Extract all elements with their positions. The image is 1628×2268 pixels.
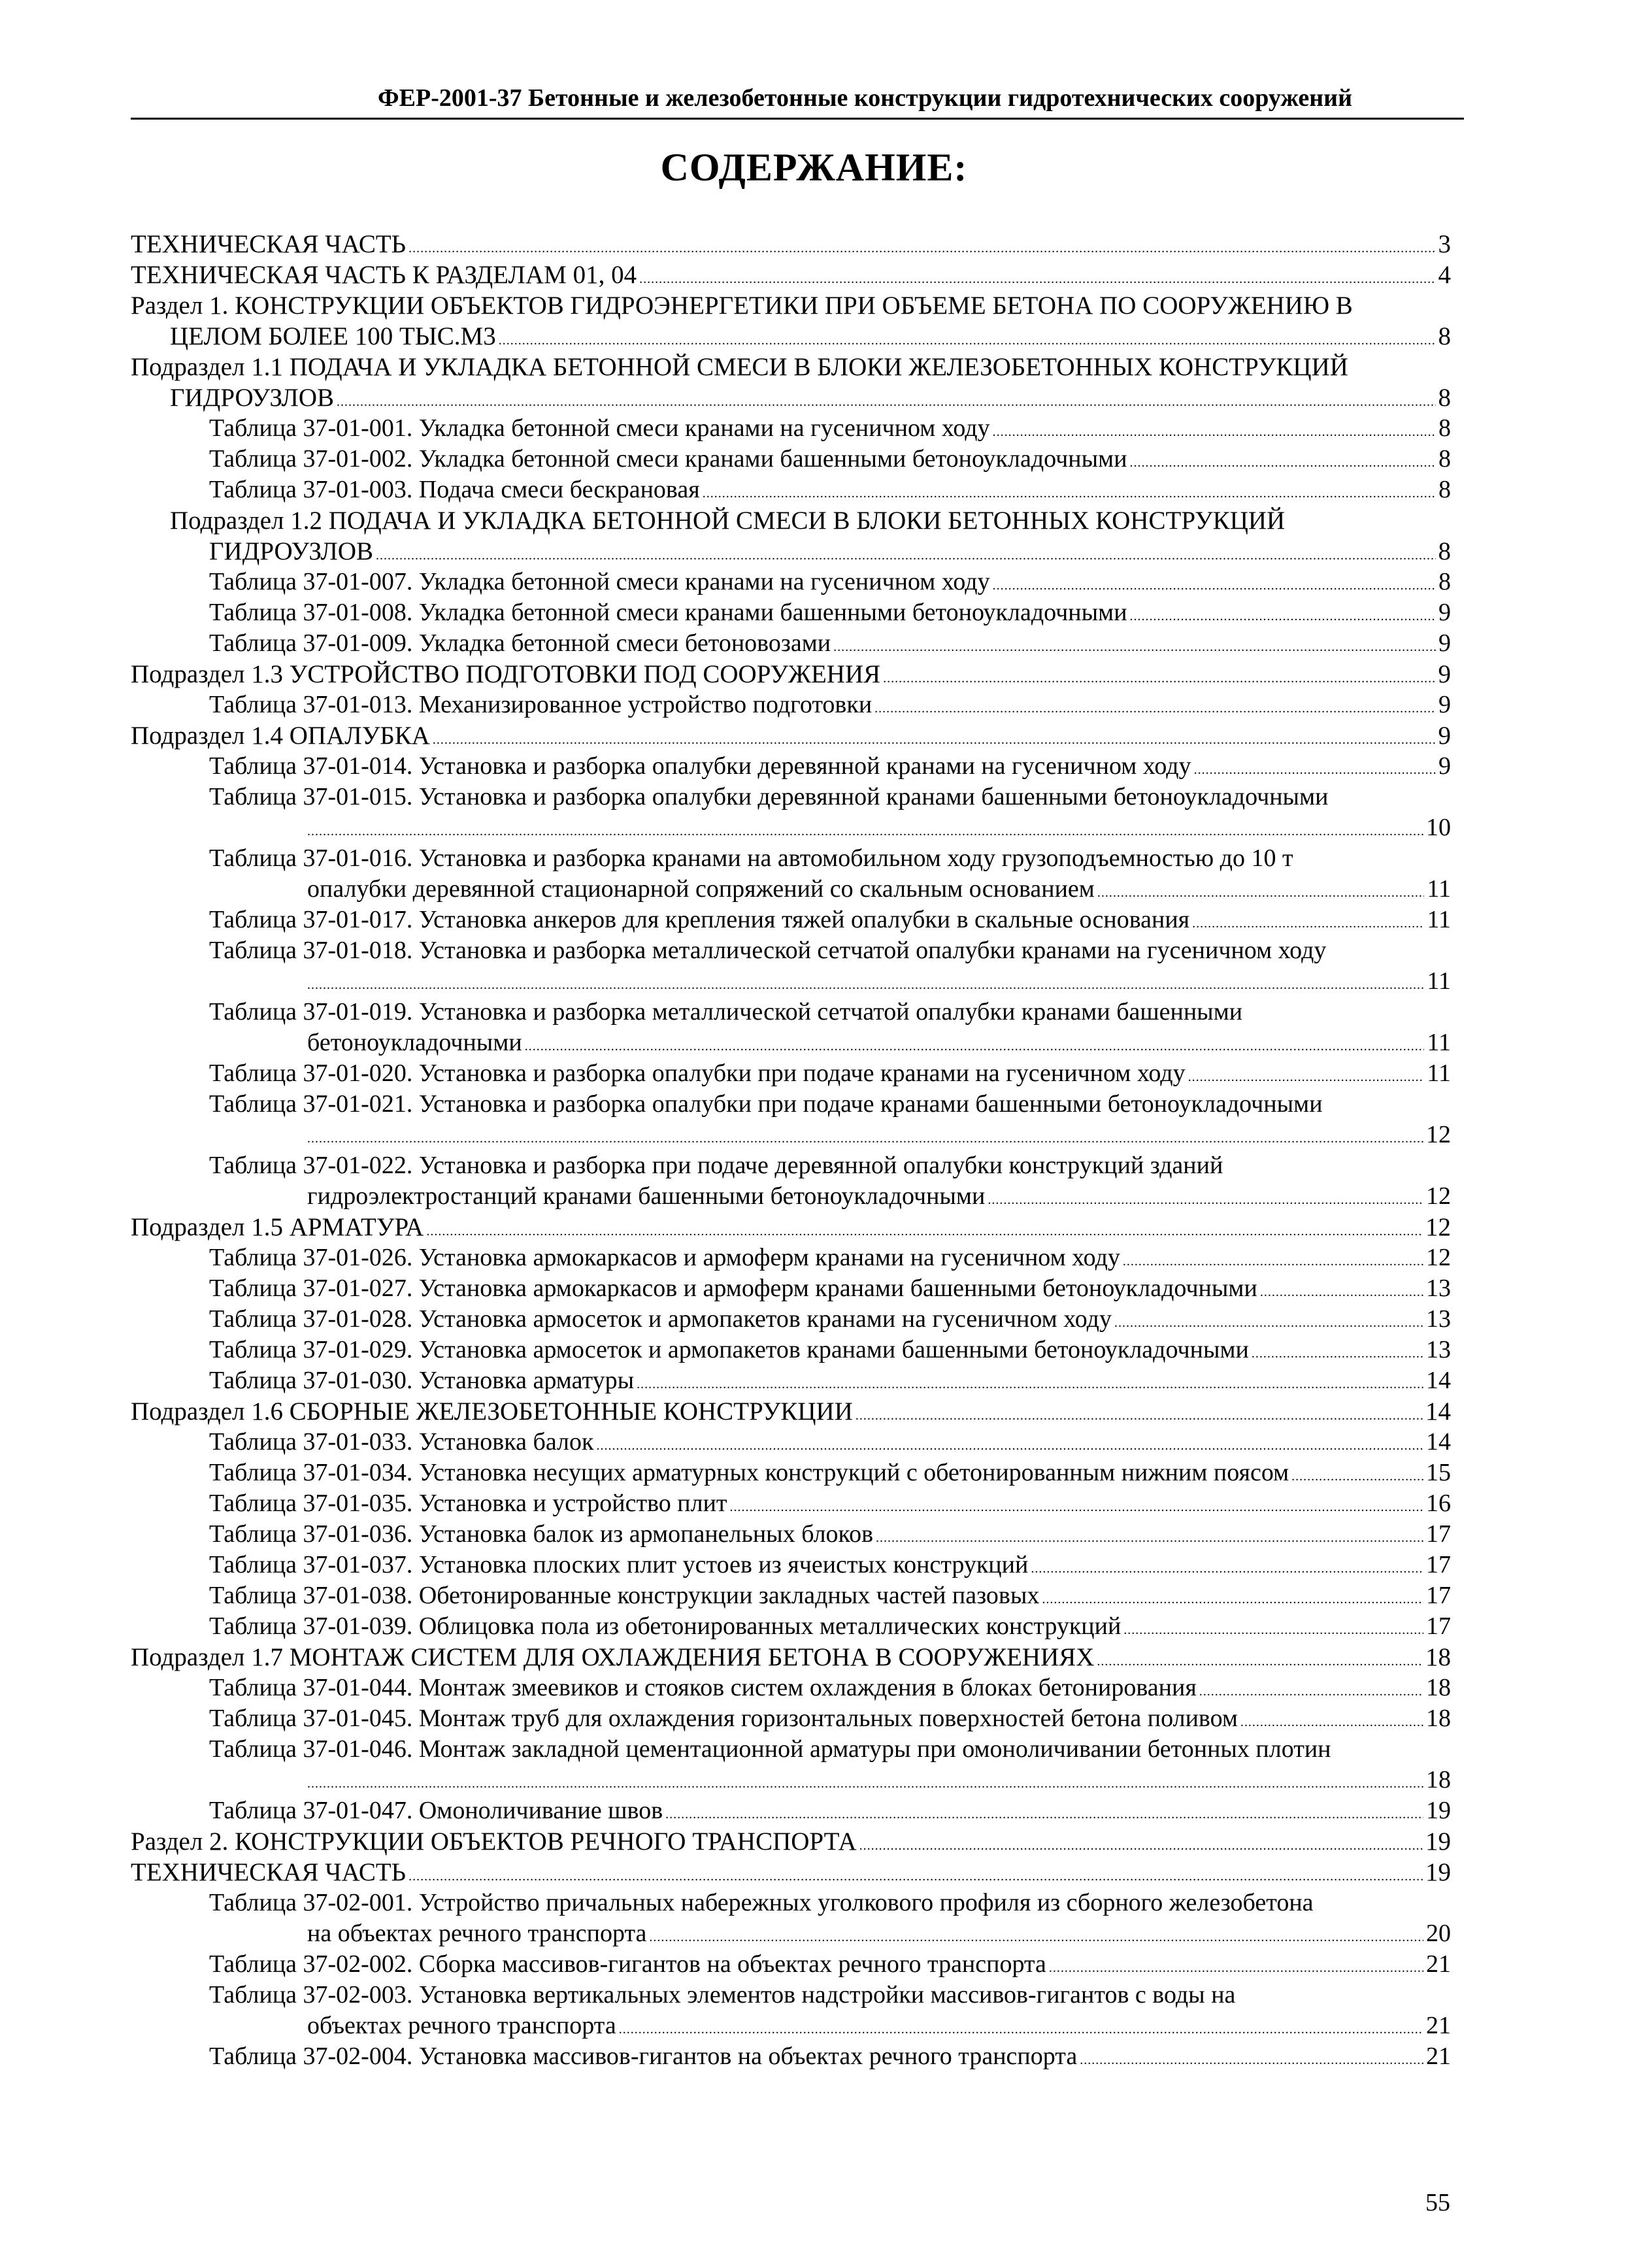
toc-entry[interactable] [131, 1212, 1451, 1242]
toc-entry-page: 13 [1426, 1305, 1451, 1333]
toc-entry[interactable] [131, 782, 1451, 812]
dot-leader [649, 1922, 1423, 1953]
toc-entry-title: Подраздел 1.1 ПОДАЧА И УКЛАДКА БЕТОННОЙ СМЕСИ В БЛОКИ ЖЕЛЕЗОБЕТОННЫХ КОНСТРУКЦИЙ [131, 353, 1348, 381]
toc-entry-page: 8 [1438, 322, 1451, 350]
toc-entry-page: 4 [1438, 261, 1451, 289]
dot-leader [1130, 448, 1436, 478]
toc-entry[interactable] [131, 352, 1451, 382]
toc-entry-page: 13 [1426, 1275, 1451, 1302]
toc-entry[interactable] [131, 1980, 1451, 2010]
toc-entry-title: Подраздел 1.7 МОНТАЖ СИСТЕМ ДЛЯ ОХЛАЖДЕНИЯ БЕТОНА В СООРУЖЕНИЯХ [131, 1643, 1095, 1671]
toc-entry-page: 12 [1425, 1213, 1451, 1241]
toc-entry-title: опалубки деревянной стационарной сопряжений со скальным основанием [307, 875, 1095, 903]
toc-entry-title: гидроэлектростанций кранами башенными бетоноукладочными [307, 1182, 986, 1210]
page-title: СОДЕРЖАНИЕ: [660, 146, 968, 189]
dot-leader [1194, 755, 1436, 786]
toc-entry[interactable] [131, 935, 1451, 966]
toc-entry-title: Таблица 37-01-027. Установка армокаркасов и армоферм кранами башенными бетоноукладочными [209, 1275, 1257, 1302]
toc-entry[interactable] [131, 659, 1451, 690]
dot-leader [637, 1369, 1423, 1400]
page-number: 55 [1425, 2189, 1450, 2216]
toc-entry[interactable] [131, 812, 1451, 843]
toc-entry-title: Таблица 37-02-002. Сборка массивов-гигантов на объектах речного транспорта [209, 1950, 1046, 1978]
toc-entry-title: Таблица 37-01-038. Обетонированные конструкции закладных частей пазовых [209, 1582, 1040, 1609]
toc-entry[interactable] [131, 444, 1451, 475]
toc-entry-title: ГИДРОУЗЛОВ [209, 537, 374, 565]
toc-entry-title: Таблица 37-01-039. Облицовка пола из обетонированных металлических конструкций [209, 1612, 1121, 1640]
toc-entry-page: 10 [1426, 814, 1451, 841]
toc-entry[interactable] [131, 1365, 1451, 1396]
toc-entry-page: 15 [1426, 1459, 1451, 1486]
toc-entry[interactable] [131, 1642, 1451, 1673]
toc-entry-title: Таблица 37-01-002. Укладка бетонной смеси кранами башенными бетоноукладочными [209, 445, 1127, 473]
dot-leader [619, 2014, 1423, 2045]
dot-leader [993, 417, 1436, 448]
toc-entry[interactable] [131, 1027, 1451, 1058]
toc-entry-title: Подраздел 1.6 СБОРНЫЕ ЖЕЛЕЗОБЕТОННЫЕ КОНСТРУКЦИИ [131, 1397, 853, 1426]
toc-entry-title: Таблица 37-01-017. Установка анкеров для крепления тяжей опалубки в скальные основания [209, 906, 1190, 933]
toc-entry-title: Таблица 37-01-037. Установка плоских плит устоев из ячеистых конструкций [209, 1551, 1029, 1578]
toc-entry[interactable] [131, 259, 1451, 290]
toc-entry[interactable] [131, 1734, 1451, 1765]
toc-entry-title: Таблица 37-01-015. Установка и разборка опалубки деревянной кранами башенными бетоноукладочными [209, 783, 1329, 810]
toc-entry-page: 9 [1438, 599, 1451, 626]
dot-leader [1252, 1339, 1423, 1369]
toc-entry-page: 21 [1426, 2043, 1451, 2070]
dot-leader [665, 1799, 1423, 1830]
toc-entry[interactable] [131, 475, 1451, 505]
toc-entry-title: Таблица 37-01-030. Установка арматуры [209, 1367, 635, 1394]
toc-entry[interactable] [131, 1949, 1451, 1980]
toc-entry-title: Раздел 1. КОНСТРУКЦИИ ОБЪЕКТОВ ГИДРОЭНЕРГЕТИКИ ПРИ ОБЪЕМЕ БЕТОНА ПО СООРУЖЕНИЮ В [131, 292, 1353, 320]
toc-entry[interactable] [131, 690, 1451, 720]
toc-entry[interactable] [131, 1150, 1451, 1181]
toc-entry-title: бетоноукладочными [307, 1029, 522, 1056]
dot-leader [1123, 1615, 1423, 1646]
toc-entry-title: Таблица 37-01-047. Омоноличивание швов [209, 1797, 663, 1824]
dot-leader [703, 478, 1436, 509]
dot-leader [1192, 909, 1424, 939]
toc-entry-title: Таблица 37-01-020. Установка и разборка опалубки при подаче кранами на гусеничном ходу [209, 1059, 1186, 1087]
toc-entry[interactable] [131, 905, 1451, 935]
dot-leader [993, 571, 1436, 601]
dot-leader [307, 816, 1423, 847]
dot-leader [1240, 1707, 1423, 1738]
toc-entry-page: 11 [1427, 875, 1451, 903]
toc-entry-title: Подраздел 1.4 ОПАЛУБКА [131, 722, 430, 750]
toc-entry[interactable] [131, 413, 1451, 444]
dot-leader [730, 1492, 1423, 1523]
dot-leader [525, 1031, 1425, 1062]
dot-leader [1080, 2045, 1423, 2076]
toc-entry-page: 17 [1426, 1520, 1451, 1548]
toc-entry[interactable] [131, 597, 1451, 628]
toc-entry-title: Таблица 37-01-034. Установка несущих арматурных конструкций с обетонированным нижним поясом [209, 1459, 1289, 1486]
dot-leader [876, 1523, 1423, 1554]
dot-leader [1114, 1308, 1423, 1339]
dot-leader [833, 632, 1436, 663]
dot-leader [1049, 1953, 1423, 1984]
toc-entry[interactable] [131, 1089, 1451, 1120]
toc-entry-title: объектах речного транспорта [307, 2012, 616, 2039]
toc-entry-page: 9 [1438, 660, 1451, 688]
toc-entry[interactable] [131, 567, 1451, 597]
toc-entry[interactable] [131, 290, 1451, 321]
toc-entry-page: 8 [1438, 568, 1451, 595]
dot-leader [307, 970, 1424, 1001]
toc-entry[interactable] [131, 1550, 1451, 1580]
toc-entry-title: Таблица 37-01-019. Установка и разборка металлической сетчатой опалубки кранами башенными [209, 998, 1243, 1026]
toc-entry-title: ТЕХНИЧЕСКАЯ ЧАСТЬ [131, 230, 407, 258]
toc-entry-title: Таблица 37-02-004. Установка массивов-гигантов на объектах речного транспорта [209, 2043, 1078, 2070]
toc-entry-page: 21 [1426, 2012, 1451, 2039]
toc-entry-page: 18 [1426, 1674, 1451, 1701]
toc-entry-page: 17 [1426, 1582, 1451, 1609]
dot-leader [1130, 601, 1436, 632]
toc-entry-page: 9 [1438, 629, 1451, 657]
toc-entry-page: 3 [1438, 230, 1451, 258]
running-header: ФЕР-2001-37 Бетонные и железобетонные конструкции гидротехнических сооружений [378, 84, 1352, 112]
toc-entry-page: 19 [1426, 1797, 1451, 1824]
toc-entry-title: Таблица 37-02-003. Установка вертикальных элементов надстройки массивов-гигантов с воды на [209, 1981, 1236, 2009]
toc-entry-page: 18 [1426, 1705, 1451, 1732]
toc-entry-title: Таблица 37-01-033. Установка балок [209, 1428, 594, 1456]
header-rule [131, 118, 1464, 120]
toc-entry[interactable] [131, 1427, 1451, 1458]
toc-entry[interactable] [131, 1580, 1451, 1611]
toc-entry[interactable] [131, 720, 1451, 751]
toc-entry-title: Таблица 37-01-028. Установка армосеток и армопакетов кранами на гусеничном ходу [209, 1305, 1112, 1333]
toc-entry-page: 14 [1426, 1367, 1451, 1394]
toc-entry-title: Таблица 37-01-009. Укладка бетонной смеси бетоновозами [209, 629, 831, 657]
toc-entry-title: Таблица 37-02-001. Устройство причальных набережных уголкового профиля из сборного железобетона [209, 1889, 1314, 1916]
toc-entry[interactable] [131, 1181, 1451, 1212]
toc-entry-page: 20 [1426, 1920, 1451, 1947]
dot-leader [1042, 1584, 1423, 1615]
dot-leader [988, 1185, 1423, 1216]
toc-entry-page: 19 [1425, 1858, 1451, 1886]
toc-entry-title: Таблица 37-01-029. Установка армосеток и армопакетов кранами башенными бетоноукладочными [209, 1336, 1249, 1363]
toc-entry-page: 8 [1438, 414, 1451, 442]
toc-entry[interactable] [131, 1795, 1451, 1826]
toc-entry-title: Таблица 37-01-013. Механизированное устройство подготовки [209, 691, 872, 718]
toc-entry-title: ТЕХНИЧЕСКАЯ ЧАСТЬ [131, 1858, 407, 1886]
dot-leader [1097, 878, 1425, 909]
toc-entry[interactable] [131, 536, 1451, 567]
toc-entry-title: ГИДРОУЗЛОВ [170, 384, 335, 412]
toc-entry-title: Таблица 37-01-018. Установка и разборка металлической сетчатой опалубки кранами на гусеничном ходу [209, 937, 1327, 964]
dot-leader [1291, 1461, 1423, 1492]
toc-entry-page: 8 [1438, 537, 1451, 565]
toc-entry[interactable] [131, 1519, 1451, 1550]
toc-entry-title: Таблица 37-01-045. Монтаж труб для охлаждения горизонтальных поверхностей бетона поливом [209, 1705, 1238, 1732]
toc-entry-page: 12 [1426, 1244, 1451, 1271]
toc-entry-page: 11 [1427, 967, 1451, 995]
dot-leader [1031, 1554, 1423, 1584]
toc-entry-page: 9 [1438, 691, 1451, 718]
toc-entry-page: 19 [1425, 1827, 1451, 1856]
toc-entry[interactable] [131, 1458, 1451, 1488]
toc-entry[interactable] [131, 751, 1451, 782]
toc-entry[interactable] [131, 1304, 1451, 1335]
toc-entry-page: 11 [1427, 1059, 1451, 1087]
toc-entry-page: 12 [1426, 1121, 1451, 1148]
toc-entry-title: Подраздел 1.2 ПОДАЧА И УКЛАДКА БЕТОННОЙ СМЕСИ В БЛОКИ БЕТОННЫХ КОНСТРУКЦИЙ [170, 507, 1286, 535]
toc-entry[interactable] [131, 505, 1451, 536]
toc-entry-page: 16 [1426, 1490, 1451, 1517]
toc-entry-title: Таблица 37-01-035. Установка и устройство плит [209, 1490, 727, 1517]
toc-entry-page: 8 [1438, 384, 1451, 412]
toc-entry-title: Таблица 37-01-026. Установка армокаркасов и армоферм кранами на гусеничном ходу [209, 1244, 1120, 1271]
toc-entry-page: 8 [1438, 476, 1451, 503]
toc-entry[interactable] [131, 229, 1451, 259]
toc-entry-page: 14 [1425, 1397, 1451, 1426]
toc-entry-page: 13 [1426, 1336, 1451, 1363]
toc-entry-page: 12 [1426, 1182, 1451, 1210]
toc-entry[interactable] [131, 1611, 1451, 1642]
toc-entry[interactable] [131, 1335, 1451, 1365]
toc-entry[interactable] [131, 628, 1451, 659]
toc-entry-title: Таблица 37-01-003. Подача смеси бескрановая [209, 476, 700, 503]
dot-leader [307, 1769, 1423, 1799]
toc-entry-title: Таблица 37-01-008. Укладка бетонной смеси кранами башенными бетоноукладочными [209, 599, 1127, 626]
toc-entry-title: на объектах речного транспорта [307, 1920, 647, 1947]
toc-entry-page: 21 [1426, 1950, 1451, 1978]
dot-leader [596, 1431, 1423, 1461]
toc-entry-title: Подраздел 1.3 УСТРОЙСТВО ПОДГОТОВКИ ПОД СООРУЖЕНИЯ [131, 660, 881, 688]
toc-entry-title: Раздел 2. КОНСТРУКЦИИ ОБЪЕКТОВ РЕЧНОГО ТРАНСПОРТА [131, 1827, 857, 1856]
dot-leader [1188, 1062, 1425, 1093]
toc-entry-title: Подраздел 1.5 АРМАТУРА [131, 1213, 424, 1241]
table-of-contents [131, 229, 1451, 2072]
toc-entry-page: 17 [1426, 1551, 1451, 1578]
toc-entry-page: 11 [1427, 906, 1451, 933]
toc-entry[interactable] [131, 1058, 1451, 1089]
dot-leader [874, 693, 1436, 724]
toc-entry[interactable] [131, 1888, 1451, 1918]
toc-entry[interactable] [131, 382, 1451, 413]
toc-entry[interactable] [131, 1857, 1451, 1888]
toc-entry-title: Таблица 37-01-046. Монтаж закладной цементационной арматуры при омоноличивании бетонных плотин [209, 1735, 1331, 1763]
toc-entry-page: 8 [1438, 445, 1451, 473]
toc-entry-title: Таблица 37-01-016. Установка и разборка кранами на автомобильном ходу грузоподъемностью до 10 т [209, 844, 1293, 872]
dot-leader [1123, 1246, 1423, 1277]
toc-entry-page: 18 [1425, 1643, 1451, 1671]
dot-leader [1199, 1676, 1423, 1707]
toc-entry[interactable] [131, 966, 1451, 997]
toc-entry[interactable] [131, 1396, 1451, 1427]
toc-entry-page: 14 [1426, 1428, 1451, 1456]
dot-leader [307, 1124, 1423, 1154]
toc-entry-page: 9 [1438, 752, 1451, 780]
toc-entry[interactable] [131, 1273, 1451, 1304]
toc-entry[interactable] [131, 1765, 1451, 1795]
toc-entry-page: 9 [1438, 722, 1451, 750]
toc-entry-title: Таблица 37-01-021. Установка и разборка опалубки при подаче кранами башенными бетоноукладочными [209, 1090, 1323, 1118]
toc-entry[interactable] [131, 874, 1451, 905]
toc-entry[interactable] [131, 321, 1451, 352]
toc-entry[interactable] [131, 1488, 1451, 1519]
toc-entry-title: Таблица 37-01-014. Установка и разборка опалубки деревянной кранами на гусеничном ходу [209, 752, 1191, 780]
toc-entry[interactable] [131, 2041, 1451, 2072]
toc-entry-title: ТЕХНИЧЕСКАЯ ЧАСТЬ К РАЗДЕЛАМ 01, 04 [131, 261, 637, 289]
toc-entry[interactable] [131, 1120, 1451, 1150]
toc-entry[interactable] [131, 1242, 1451, 1273]
toc-entry-title: Таблица 37-01-022. Установка и разборка при подаче деревянной опалубки конструкций зданий [209, 1152, 1223, 1179]
toc-entry-title: Таблица 37-01-007. Укладка бетонной смеси кранами на гусеничном ходу [209, 568, 990, 595]
toc-entry[interactable] [131, 2010, 1451, 2041]
toc-entry[interactable] [131, 1703, 1451, 1734]
toc-entry[interactable] [131, 1826, 1451, 1857]
toc-entry-page: 18 [1426, 1766, 1451, 1793]
toc-entry-title: Таблица 37-01-036. Установка балок из армопанельных блоков [209, 1520, 874, 1548]
toc-entry[interactable] [131, 843, 1451, 874]
toc-entry-page: 17 [1426, 1612, 1451, 1640]
toc-entry-title: ЦЕЛОМ БОЛЕЕ 100 ТЫС.М3 [170, 322, 496, 350]
dot-leader [1260, 1277, 1423, 1308]
toc-entry-page: 11 [1427, 1029, 1451, 1056]
toc-entry[interactable] [131, 1918, 1451, 1949]
toc-entry-title: Таблица 37-01-044. Монтаж змеевиков и стояков систем охлаждения в блоках бетонирования [209, 1674, 1197, 1701]
toc-entry[interactable] [131, 1673, 1451, 1703]
toc-entry[interactable] [131, 997, 1451, 1027]
toc-entry-title: Таблица 37-01-001. Укладка бетонной смеси кранами на гусеничном ходу [209, 414, 990, 442]
